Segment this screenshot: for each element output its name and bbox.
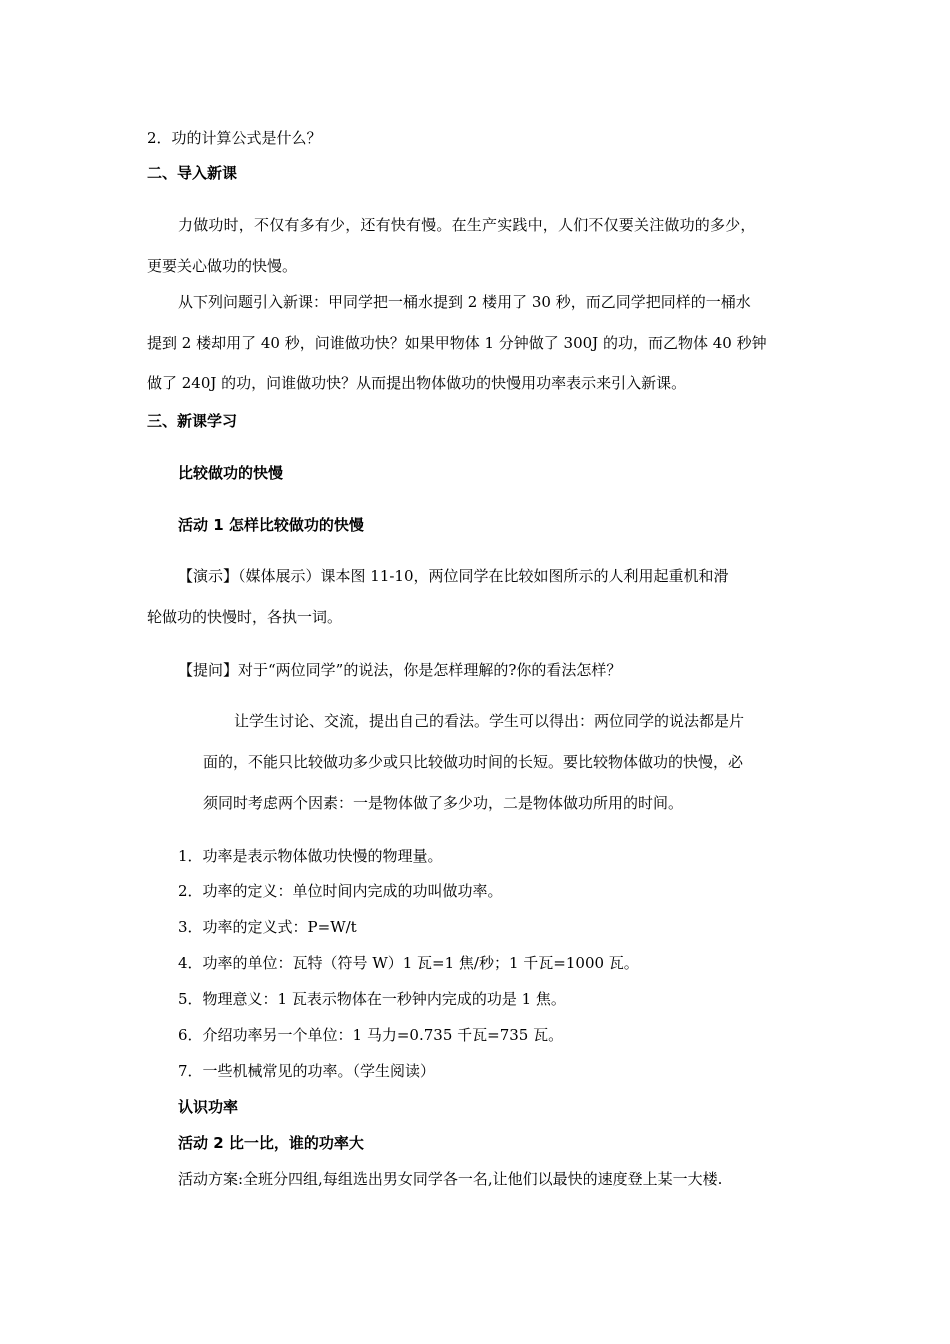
demo-line-1: 【演示】（媒体展示）课本图 11-10，两位同学在比较如图所示的人利用起重机和滑 bbox=[178, 567, 729, 585]
question-line: 【提问】对于“两位同学”的说法，你是怎样理解的?你的看法怎样？ bbox=[178, 661, 622, 679]
section-3-heading: 三、新课学习 bbox=[147, 412, 238, 430]
discussion-line-1: 让学生讨论、交流，提出自己的看法。学生可以得出：两位同学的说法都是片 bbox=[234, 712, 745, 730]
discussion-line-2: 面的，不能只比较做功多少或只比较做功时间的长短。要比较物体做功的快慢，必 bbox=[203, 753, 744, 771]
demo-line-2: 轮做功的快慢时，各执一词。 bbox=[147, 608, 343, 626]
activity-1-heading: 活动 1 怎样比较做功的快慢 bbox=[178, 516, 364, 534]
activity-plan-line: 活动方案:全班分四组,每组选出男女同学各一名,让他们以最快的速度登上某一大楼. bbox=[178, 1170, 723, 1188]
subheading-know-power: 认识功率 bbox=[178, 1098, 239, 1116]
activity-2-heading: 活动 2 比一比，谁的功率大 bbox=[178, 1134, 364, 1152]
list-item: 3．功率的定义式：P=W/t bbox=[178, 918, 357, 936]
list-item: 7．一些机械常见的功率。（学生阅读） bbox=[178, 1062, 436, 1080]
section-2-heading: 二、导入新课 bbox=[147, 164, 238, 182]
review-question-2: 2．功的计算公式是什么？ bbox=[147, 129, 322, 147]
intro-paragraph-1-line-1: 力做功时，不仅有多有少，还有快有慢。在生产实践中，人们不仅要关注做功的多少， bbox=[178, 216, 756, 234]
list-item: 1．功率是表示物体做功快慢的物理量。 bbox=[178, 847, 443, 865]
intro-paragraph-2-line-1: 从下列问题引入新课：甲同学把一桶水提到 2 楼用了 30 秒，而乙同学把同样的一桶水 bbox=[178, 293, 751, 311]
subheading-compare-work-speed: 比较做功的快慢 bbox=[178, 464, 284, 482]
list-item: 4．功率的单位：瓦特（符号 W）1 瓦=1 焦/秒；1 千瓦=1000 瓦。 bbox=[178, 954, 639, 972]
intro-paragraph-1-line-2: 更要关心做功的快慢。 bbox=[147, 257, 298, 275]
intro-paragraph-2-line-3: 做了 240J 的功，问谁做功快？从而提出物体做功的快慢用功率表示来引入新课。 bbox=[147, 374, 687, 392]
list-item: 6．介绍功率另一个单位：1 马力=0.735 千瓦=735 瓦。 bbox=[178, 1026, 564, 1044]
list-item: 2．功率的定义：单位时间内完成的功叫做功率。 bbox=[178, 882, 503, 900]
list-item: 5．物理意义：1 瓦表示物体在一秒钟内完成的功是 1 焦。 bbox=[178, 990, 566, 1008]
discussion-line-3: 须同时考虑两个因素：一是物体做了多少功，二是物体做功所用的时间。 bbox=[203, 794, 684, 812]
intro-paragraph-2-line-2: 提到 2 楼却用了 40 秒，问谁做功快？如果甲物体 1 分钟做了 300J 的功，而乙物体 40 秒钟 bbox=[147, 334, 767, 352]
